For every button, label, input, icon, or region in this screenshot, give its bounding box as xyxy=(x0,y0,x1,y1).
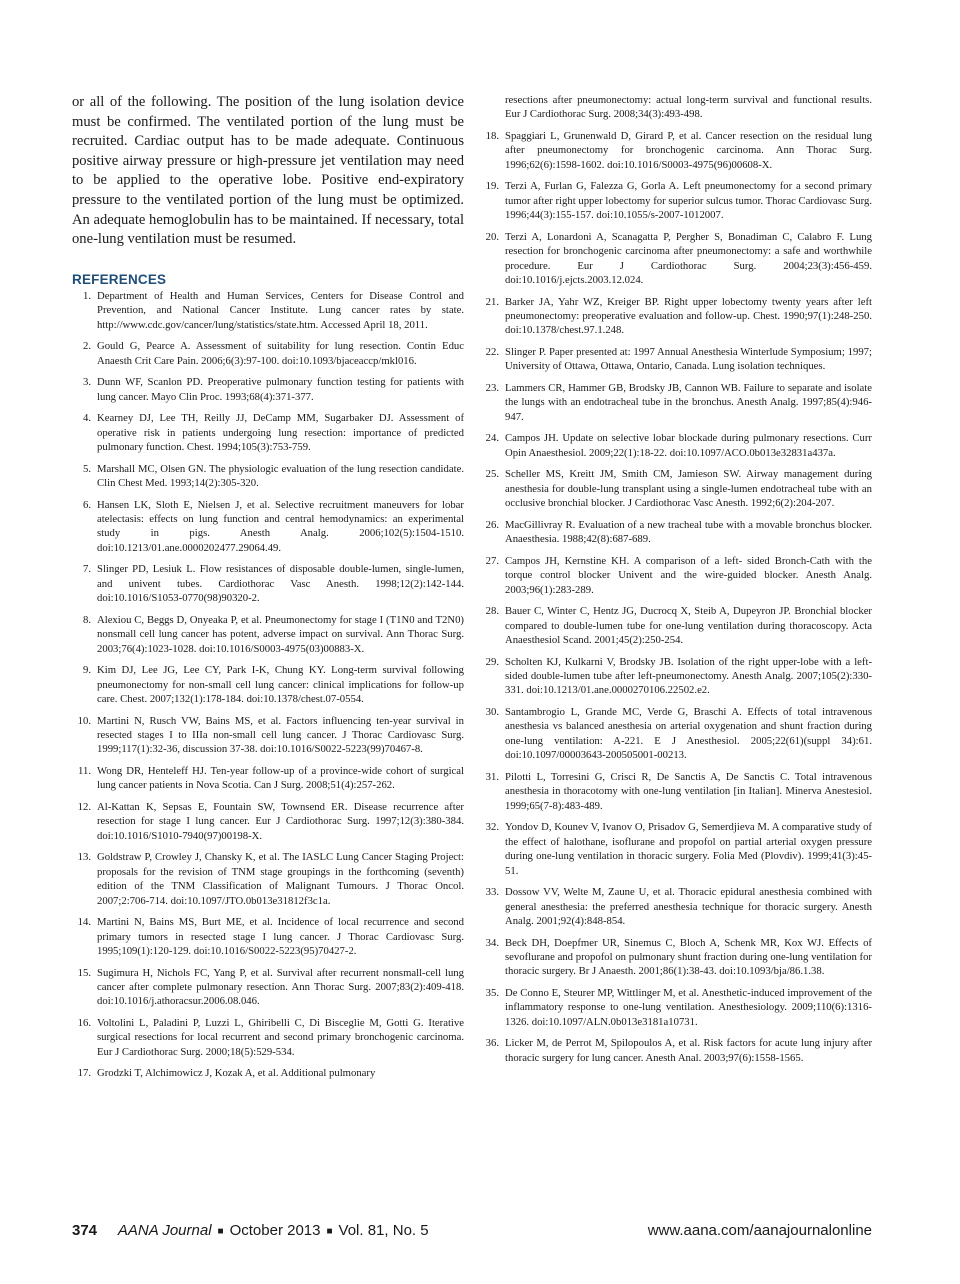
reference-text: Dossow VV, Welte M, Zaune U, et al. Thoracic epidural anesthesia combined with general anesthesia: the preferred anesthesia technique for thoracic surgery. Anesth Analg. 2001;92(4):848-854. xyxy=(505,886,872,927)
right-column xyxy=(480,93,872,1072)
reference-item xyxy=(72,1066,464,1080)
reference-text: Scholten KJ, Kulkarni V, Brodsky JB. Isolation of the right upper-lobe with a left-sided double-lumen tube after left-pneumonectomy. Anesth Analg. 2007;105(2):330-331. doi:10.1213/01.ane.0000270106.22502.e2. xyxy=(505,655,872,697)
reference-text: Scheller MS, Kreitt JM, Smith CM, Jamieson SW. Airway management during anesthesia for double-lung transplant using a single-lumen endotracheal tube with an occlusive bronchial blocker. J Cardiothorac Vasc Anesth. 1992;6(2):204-207. xyxy=(505,468,872,510)
volume-issue: Vol. 81, No. 5 xyxy=(338,1222,429,1239)
reference-item xyxy=(480,179,872,222)
issue-date: October 2013 xyxy=(229,1222,321,1239)
reference-item xyxy=(480,1036,872,1065)
reference-text: Goldstraw P, Crowley J, Chansky K, et al. The IASLC Lung Cancer Staging Project: proposals for the revision of TNM stage groupings in the forthcoming (seventh) edition of the TNM Classification of Malignant Tumours. J Thorac Oncol. 2007;2:706-714. doi:10.1097/JTO.0b013e31812f3c1a. xyxy=(97,851,464,907)
reference-number: 3. xyxy=(82,376,91,389)
reference-number: 9. xyxy=(82,664,91,677)
reference-text: Martini N, Rusch VW, Bains MS, et al. Factors influencing ten-year survival in resected stages I to IIIa non-small cell lung cancer. J Thorac Cardiovasc Surg. 1999;117(1):32-36, discussion 37-38. doi:10.1016/S0022-5223(99)70467-8. xyxy=(97,714,464,756)
reference-number: 17. xyxy=(77,1067,91,1080)
reference-number: 12. xyxy=(77,801,91,813)
reference-text: Wong DR, Henteleff HJ. Ten-year follow-up of a province-wide cohort of surgical lung cancer patients in Nova Scotia. Can J Surg. 2008;51(4):257-262. xyxy=(97,765,464,792)
reference-text: Beck DH, Doepfmer UR, Sinemus C, Bloch A, Schenk MR, Kox WJ. Effects of sevoflurane and propofol on pulmonary shunt fraction during one-lung ventilation for thoracic surgery. Br J Anaesth. 2001;86(1):38-43. doi:10.1093/bja/86.1.38. xyxy=(505,936,872,978)
reference-text: Barker JA, Yahr WZ, Kreiger BP. Right upper lobectomy twenty years after left pneumonectomy: preoperative evaluation and follow-up. Chest. 1990;97(1):248-250. doi:10.1378/chest.97.1.248. xyxy=(505,295,872,337)
reference-item xyxy=(480,554,872,597)
reference-item xyxy=(72,289,464,332)
reference-item xyxy=(72,562,464,605)
reference-item xyxy=(480,705,872,763)
reference-text: Voltolini L, Paladini P, Luzzi L, Ghiribelli C, Di Bisceglie M, Gotti G. Iterative surgical resections for local recurrent and second primary bronchogenic carcinoma. Eur J Cardiothorac Surg. 2000;18(5):529-534. xyxy=(97,1017,464,1058)
reference-item xyxy=(72,800,464,843)
reference-item xyxy=(72,613,464,656)
reference-number: 4. xyxy=(82,412,91,425)
reference-number: 15. xyxy=(77,966,91,979)
reference-text: Alexiou C, Beggs D, Onyeaka P, et al. Pneumonectomy for stage I (T1N0 and T2N0) nonsmall cell lung cancer has potent, adverse impact on survival. Ann Thorac Surg. 2003;76(4):1023-1028. doi:10.1016/S0003-4975(03)00883-X. xyxy=(97,613,464,655)
reference-number: 30. xyxy=(485,706,499,719)
reference-item xyxy=(72,714,464,757)
reference-text: Slinger PD, Lesiuk L. Flow resistances of disposable double-lumen, single-lumen, and univent tubes. Cardiothorac Vasc Anesth. 1998;12(2):142-144. doi:10.1016/S1053-0770(98)90320-2. xyxy=(97,563,464,605)
reference-item xyxy=(480,345,872,374)
reference-number: 13. xyxy=(77,851,91,864)
reference-text: MacGillivray R. Evaluation of a new tracheal tube with a movable bronchus blocker. Anaesthesia. 1988;42(8):687-689. xyxy=(505,518,872,546)
reference-item xyxy=(72,375,464,404)
page-number: 374 xyxy=(72,1222,98,1239)
reference-text: Department of Health and Human Services, Centers for Disease Control and Prevention, and National Cancer Institute. Lung cancer rates by state. http://www.cdc.gov/cancer/lung/statistics/state.htm. Accessed April 18, 2011. xyxy=(97,289,464,331)
reference-item xyxy=(72,462,464,491)
reference-item xyxy=(72,1016,464,1059)
reference-item xyxy=(480,885,872,928)
reference-number: 11. xyxy=(78,765,91,777)
journal-url[interactable]: www.aana.com/aanajournalonline xyxy=(647,1222,872,1239)
reference-text: Hansen LK, Sloth E, Nielsen J, et al. Selective recruitment maneuvers for lobar atelectasis: effects on lung function and central hemodynamics: an experimental study in pigs. Anesth Analg. 2006;102(5):1504-1510. doi:10.1213/01.ane.0000202477.29064.49. xyxy=(97,498,464,554)
reference-number: 19. xyxy=(485,180,499,193)
reference-number: 7. xyxy=(82,563,91,576)
reference-number: 28. xyxy=(485,605,499,618)
reference-text: Bauer C, Winter C, Hentz JG, Ducrocq X, Steib A, Dupeyron JP. Bronchial blocker compared to double-lumen tube for one-lung ventilation during thoracoscopy. Acta Anaesthesiol Scand. 2001;45(2):250-254. xyxy=(505,605,872,647)
reference-text: Al-Kattan K, Sepsas E, Fountain SW, Townsend ER. Disease recurrence after resection for stage I lung cancer. Eur J Cardiothorac Surg. 1997;12(3):380-384. doi:10.1016/S1010-7940(97)00198-X. xyxy=(97,801,464,842)
references-list-right xyxy=(480,129,872,1065)
reference-number: 21. xyxy=(485,295,499,308)
reference-text: Spaggiari L, Grunenwald D, Girard P, et al. Cancer resection on the residual lung after pneumonectomy for bronchogenic carcinoma. Ann Thorac Surg. 1996;62(6):1598-1602. doi:10.1016/S0003-4975(96)00608-X. xyxy=(505,130,872,171)
reference-text: Kim DJ, Lee JG, Lee CY, Park I-K, Chung KY. Long-term survival following pneumonectomy for non-small cell lung cancer: clinical implications for follow-up care. Chest. 2007;132(1):178-184. doi:10.1378/chest.07-0554. xyxy=(97,664,464,705)
reference-text: Terzi A, Lonardoni A, Scanagatta P, Pergher S, Bonadiman C, Calabro F. Lung resection for bronchogenic carcinoma after pneumonectomy: a safe and worthwhile procedure. Eur J Cardiothorac Surg. 2004;23(3):456-459. doi:10.1016/j.ejcts.2003.12.024. xyxy=(505,230,872,287)
reference-item xyxy=(72,663,464,706)
reference-item xyxy=(480,604,872,647)
reference-item xyxy=(480,431,872,460)
reference-item xyxy=(480,518,872,547)
page-footer xyxy=(72,1222,872,1244)
reference-item xyxy=(480,936,872,979)
reference-item xyxy=(480,820,872,878)
reference-number: 10. xyxy=(77,714,91,727)
reference-item xyxy=(72,339,464,368)
reference-item xyxy=(480,655,872,698)
references-list-left xyxy=(72,289,464,1081)
reference-number: 16. xyxy=(77,1017,91,1030)
separator: ■ xyxy=(326,1225,333,1237)
reference-number: 20. xyxy=(485,230,499,243)
reference-number: 2. xyxy=(82,340,91,353)
reference-text: Sugimura H, Nichols FC, Yang P, et al. Survival after recurrent nonsmall-cell lung cancer after complete pulmonary resection. Ann Thorac Surg. 2007;83(2):409-418. doi:10.1016/j.athoracsur.2006.08.046. xyxy=(97,966,464,1008)
reference-text: Yondov D, Kounev V, Ivanov O, Prisadov G, Semerdjieva M. A comparative study of the effect of halothane, isoflurane and propofol on partial arterial oxygen pressure during one-lung ventilation in thoracic surgery. Folia Med (Plovdiv). 1999;41(3):45-51. xyxy=(505,821,872,877)
journal-name: AANA Journal xyxy=(117,1222,212,1239)
reference-number: 5. xyxy=(82,462,91,475)
reference-number: 33. xyxy=(485,886,499,899)
reference-text: Kearney DJ, Lee TH, Reilly JJ, DeCamp MM, Sugarbaker DJ. Assessment of operative risk in patients undergoing lung resection: importance of predicted pulmonary function. Chest. 1994;105(3):753-759. xyxy=(97,412,464,453)
reference-number: 26. xyxy=(485,518,499,531)
reference-number: 14. xyxy=(77,916,91,929)
reference-item xyxy=(72,966,464,1009)
reference-item xyxy=(72,850,464,908)
reference-text: Terzi A, Furlan G, Falezza G, Gorla A. Left pneumonectomy for a second primary tumor after right upper lobectomy for superior sulcus tumor. Thorac Cardiovasc Surg. 1996;44(3):155-157. doi:10.1055/s-2007-1012007. xyxy=(505,180,872,222)
reference-number: 18. xyxy=(485,130,499,142)
reference-number: 8. xyxy=(82,613,91,626)
reference-text: Dunn WF, Scanlon PD. Preoperative pulmonary function testing for patients with lung cancer. Mayo Clin Proc. 1993;68(4):371-377. xyxy=(97,376,464,403)
left-column xyxy=(72,93,464,1088)
reference-text: De Conno E, Steurer MP, Wittlinger M, et al. Anesthetic-induced improvement of the inflammatory response to one-lung ventilation. Anesthesiology. 2009;110(6):1316-1326. doi:10.1097/ALN.0b013e3181a10731. xyxy=(505,986,872,1028)
reference-item xyxy=(72,498,464,556)
reference-text: Marshall MC, Olsen GN. The physiologic evaluation of the lung resection candidate. Clin Chest Med. 1993;14(2):305-320. xyxy=(97,462,464,489)
reference-text: Pilotti L, Torresini G, Crisci R, De Sanctis A, De Sanctis C. Total intravenous anesthesia in thoracotomy with one-lung ventilation [in Italian]. Minerva Anestesiol. 1999;65(7-8):483-489. xyxy=(505,770,872,812)
reference-text: Gould G, Pearce A. Assessment of suitability for lung resection. Contin Educ Anaesth Crit Care Pain. 2006;6(3):97-100. doi:10.1093/bjaceaccp/mkl016. xyxy=(97,340,464,367)
reference-item xyxy=(480,381,872,424)
separator: ■ xyxy=(217,1225,224,1237)
reference-text: Licker M, de Perrot M, Spilopoulos A, et al. Risk factors for acute lung injury after thoracic surgery for lung cancer. Anesth Anal. 2003;97(6):1558-1565. xyxy=(505,1037,872,1064)
reference-number: 25. xyxy=(485,468,499,481)
references-heading: REFERENCES xyxy=(72,271,167,287)
reference-number: 31. xyxy=(485,770,499,783)
reference-item xyxy=(480,770,872,813)
reference-number: 29. xyxy=(485,655,499,668)
reference-item xyxy=(72,764,464,793)
reference-text: Campos JH. Update on selective lobar blockade during pulmonary resections. Curr Opin Anaesthesiol. 2009;22(1):18-22. doi:10.1097/ACO.0b013e32831a437a. xyxy=(505,432,872,459)
reference-item xyxy=(72,411,464,454)
reference-number: 34. xyxy=(485,936,499,949)
reference-number: 35. xyxy=(485,986,499,999)
reference-number: 1. xyxy=(82,289,91,302)
reference-number: 23. xyxy=(485,382,499,395)
reference-text: Slinger P. Paper presented at: 1997 Annual Anesthesia Winterlude Symposium; 1997; University of Ottawa, Ottawa, Ontario, Canada. Lung isolation techniques. xyxy=(505,346,872,373)
reference-text: Campos JH, Kernstine KH. A comparison of a left- sided Bronch-Cath with the torque control blocker Univent and the wire-guided blocker. Anesth Analg. 2003;96(1):283-289. xyxy=(505,554,872,596)
reference-text: Santambrogio L, Grande MC, Verde G, Braschi A. Effects of total intravenous anesthesia vs balanced anesthesia on arterial oxygenation and shunt fraction during one-lung ventilation: A-221. E J Anesthesiol. 2005;22(61)(suppl 34):61. doi:10.1097/00003643-200505001-00213. xyxy=(505,706,872,762)
reference-number: 32. xyxy=(485,821,499,834)
reference-item xyxy=(480,467,872,510)
reference-item xyxy=(480,986,872,1029)
reference-text: Grodzki T, Alchimowicz J, Kozak A, et al. Additional pulmonary xyxy=(97,1067,376,1080)
reference-item xyxy=(72,915,464,958)
reference-item xyxy=(480,230,872,288)
reference-number: 6. xyxy=(82,498,91,511)
reference-item xyxy=(480,295,872,338)
reference-number: 24. xyxy=(485,432,499,445)
reference-text: Lammers CR, Hammer GB, Brodsky JB, Cannon WB. Failure to separate and isolate the lungs with an endotracheal tube in the bronchus. Anesth Analg. 1997;85(4):946-947. xyxy=(505,382,872,423)
body-paragraph: or all of the following. The position of the lung isolation device must be confirmed. The ventilated portion of the lung must be recruited. Cardiac output has to be made adequate. Continuous positive airway pressure or high-pressure jet ventilation may need to be applied to the operative lobe. Positive end-expiratory pressure to the ventilated portion of the lung must be optimized. An adequate hemoglobulin has to be maintained. If necessary, total one-lung ventilation must be resumed. xyxy=(72,94,464,248)
reference-number: 22. xyxy=(485,346,499,359)
reference-17-continuation: resections after pneumonectomy: actual long-term survival and functional results. Eur J Cardiothorac Surg. 2008;34(3):493-498. xyxy=(505,94,872,121)
reference-number: 36. xyxy=(485,1037,499,1050)
reference-item xyxy=(480,129,872,172)
reference-number: 27. xyxy=(485,554,499,567)
reference-text: Martini N, Bains MS, Burt ME, et al. Incidence of local recurrence and second primary tumors in resected stage I lung cancer. J Thorac Cardiovasc Surg. 1995;109(1):120-129. doi:10.1016/S0022-5223(95)70427-2. xyxy=(97,916,464,958)
